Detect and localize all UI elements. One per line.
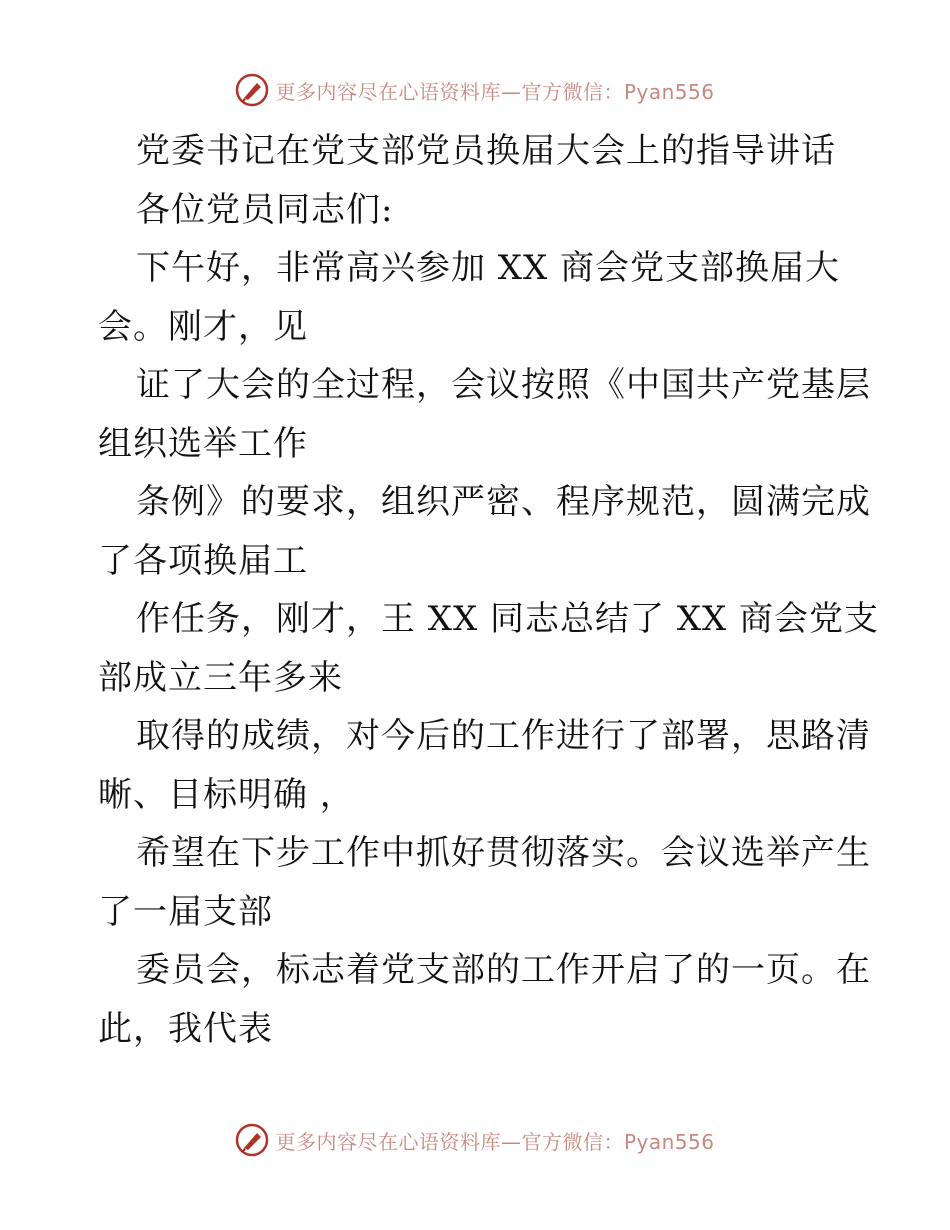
text-line: 部成立三年多来 (98, 657, 343, 698)
text-line: 了各项换届工 (98, 540, 308, 581)
text-line: 条例》的要求，组织严密、程序规范，圆满完成 (136, 482, 871, 522)
text-line: 希望在下步工作中抓好贯彻落实。会议选举产生 (136, 833, 871, 873)
text-line: 了一届支部 (98, 891, 273, 932)
header-watermark (0, 70, 950, 110)
text-line: 作任务，刚才，王 XX 同志总结了 XX 商会党支 (136, 599, 880, 639)
text-line: 各位党员同志们: (136, 189, 394, 230)
pen-logo-icon (235, 73, 269, 107)
text-line: 组织选举工作 (98, 423, 308, 464)
text-line: 此，我代表 (98, 1008, 273, 1049)
text-line: 取得的成绩，对今后的工作进行了部署，思路清 (136, 716, 871, 756)
footer-watermark (0, 1120, 950, 1160)
text-line: 会。刚才，见 (98, 306, 308, 347)
pen-logo-icon (235, 1123, 269, 1157)
text-line: 党委书记在党支部党员换届大会上的指导讲话 (136, 131, 836, 171)
watermark-text: 更多内容尽在心语资料库—官方微信：Pyan556 (275, 79, 715, 104)
text-line: 晰、目标明确 ， (98, 774, 355, 815)
document-body (98, 122, 880, 1058)
text-line: 委员会，标志着党支部的工作开启了的一页。在 (136, 950, 871, 990)
watermark-text: 更多内容尽在心语资料库—官方微信：Pyan556 (275, 1129, 715, 1154)
text-line: 证了大会的全过程，会议按照《中国共产党基层 (136, 365, 871, 405)
text-line: 下午好，非常高兴参加 XX 商会党支部换届大 (136, 248, 841, 288)
